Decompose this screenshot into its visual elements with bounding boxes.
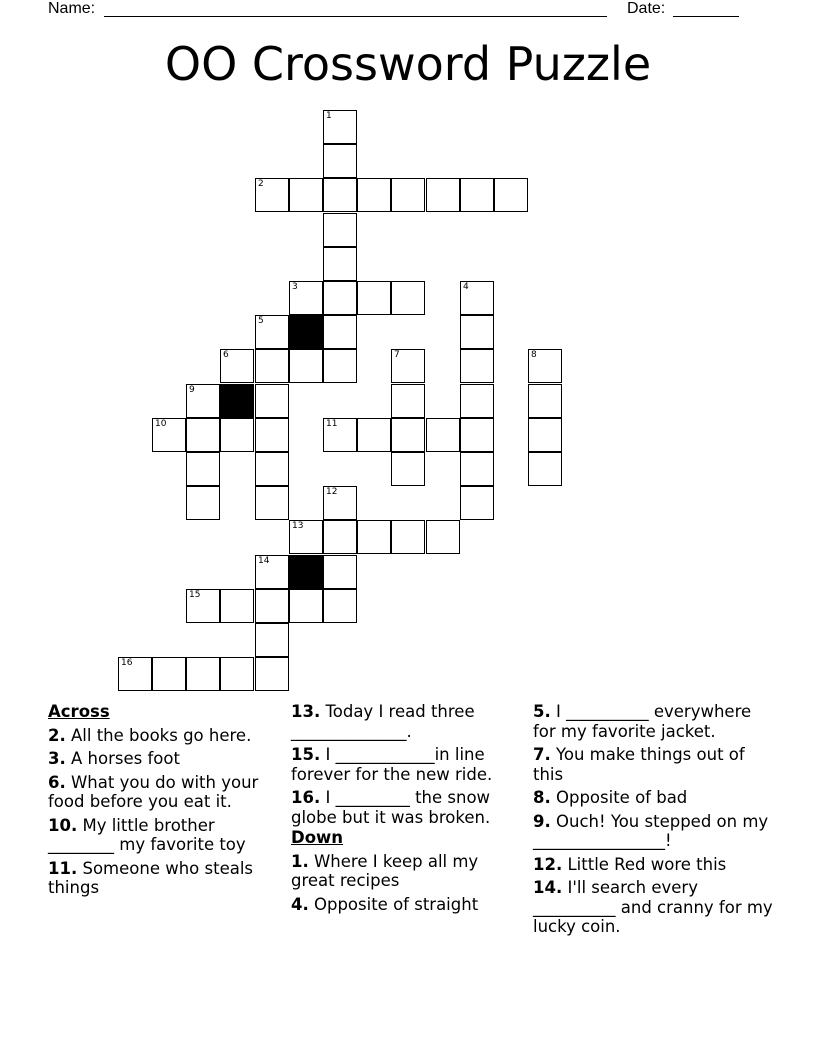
clue bbox=[291, 702, 521, 741]
crossword-cell[interactable] bbox=[118, 657, 152, 691]
crossword-cell[interactable] bbox=[186, 418, 220, 452]
crossword-cell[interactable] bbox=[323, 281, 357, 315]
crossword-cell[interactable] bbox=[255, 315, 289, 349]
name-label: Name: bbox=[48, 0, 96, 17]
clue-text: I __________ everywhere for my favorite jacket. bbox=[533, 702, 752, 741]
crossword-cell[interactable] bbox=[255, 418, 289, 452]
clue-number: 10. bbox=[48, 815, 78, 835]
crossword-cell[interactable] bbox=[220, 418, 254, 452]
page-title: OO Crossword Puzzle bbox=[164, 37, 652, 91]
clue-number: 14. bbox=[533, 878, 563, 897]
crossword-cell[interactable] bbox=[186, 657, 220, 691]
crossword-cell[interactable] bbox=[528, 452, 562, 486]
crossword-cell[interactable] bbox=[357, 520, 391, 554]
crossword-cell[interactable] bbox=[152, 418, 186, 452]
clue-number: 1. bbox=[291, 851, 309, 871]
crossword-cell[interactable] bbox=[255, 657, 289, 691]
clue-number: 3. bbox=[48, 749, 66, 768]
clue-number: 11. bbox=[48, 858, 78, 878]
clue bbox=[291, 788, 521, 827]
crossword-cell[interactable] bbox=[255, 555, 289, 589]
crossword-cell[interactable] bbox=[323, 178, 357, 212]
crossword-cell[interactable] bbox=[323, 555, 357, 589]
clue-number: 9. bbox=[533, 811, 551, 831]
crossword-cell[interactable] bbox=[323, 247, 357, 281]
clue-text: A horses foot bbox=[65, 749, 180, 768]
clue bbox=[533, 878, 773, 937]
clue-text: Ouch! You stepped on my ________________! bbox=[533, 811, 769, 850]
down-clue-list-continued bbox=[533, 702, 773, 937]
crossword-cell[interactable] bbox=[186, 589, 220, 623]
crossword-block-cell bbox=[220, 384, 254, 418]
crossword-cell[interactable] bbox=[323, 349, 357, 383]
clue-text: My little brother ________ my favorite toy bbox=[48, 815, 246, 854]
crossword-cell[interactable] bbox=[460, 315, 494, 349]
cell-number: 16 bbox=[121, 658, 133, 668]
crossword-cell[interactable] bbox=[391, 418, 425, 452]
date-label: Date: bbox=[627, 0, 666, 17]
crossword-block-cell bbox=[289, 555, 323, 589]
clue bbox=[291, 895, 521, 915]
crossword-cell[interactable] bbox=[357, 418, 391, 452]
crossword-cell[interactable] bbox=[426, 178, 460, 212]
crossword-cell[interactable] bbox=[357, 281, 391, 315]
crossword-cell[interactable] bbox=[357, 178, 391, 212]
cell-number: 1 bbox=[326, 111, 332, 121]
clue-text: Where I keep all my great recipes bbox=[291, 851, 479, 890]
crossword-cell[interactable] bbox=[255, 452, 289, 486]
clue-number: 4. bbox=[291, 894, 309, 914]
crossword-cell[interactable] bbox=[289, 589, 323, 623]
crossword-cell[interactable] bbox=[460, 486, 494, 520]
clue bbox=[48, 859, 280, 898]
crossword-cell[interactable] bbox=[289, 349, 323, 383]
crossword-cell[interactable] bbox=[391, 452, 425, 486]
clue-number: 5. bbox=[533, 702, 551, 721]
crossword-cell[interactable] bbox=[186, 452, 220, 486]
clue-number: 16. bbox=[291, 788, 321, 807]
crossword-cell[interactable] bbox=[323, 589, 357, 623]
clue-text: I ____________in line forever for the new ride. bbox=[291, 745, 493, 784]
clue-number: 13. bbox=[291, 702, 321, 721]
crossword-cell[interactable] bbox=[460, 178, 494, 212]
clue bbox=[48, 773, 280, 812]
crossword-cell[interactable] bbox=[460, 418, 494, 452]
crossword-cell[interactable] bbox=[186, 384, 220, 418]
crossword-cell[interactable] bbox=[255, 486, 289, 520]
crossword-cell[interactable] bbox=[186, 486, 220, 520]
clue-number: 15. bbox=[291, 745, 321, 764]
clue bbox=[291, 852, 521, 891]
clues-column-2 bbox=[291, 702, 521, 918]
crossword-cell[interactable] bbox=[323, 520, 357, 554]
crossword-cell[interactable] bbox=[323, 144, 357, 178]
clue-text: You make things out of this bbox=[533, 745, 745, 784]
clue-text: Opposite of bad bbox=[550, 788, 688, 807]
clue bbox=[533, 745, 773, 784]
crossword-cell[interactable] bbox=[323, 418, 357, 452]
crossword-cell[interactable] bbox=[255, 349, 289, 383]
clue-text: Opposite of straight bbox=[308, 894, 479, 914]
clue-number: 6. bbox=[48, 772, 66, 792]
clue-text: Someone who steals things bbox=[48, 858, 254, 897]
crossword-cell[interactable] bbox=[391, 384, 425, 418]
clue-text: What you do with your food before you eat it. bbox=[48, 772, 259, 811]
crossword-cell[interactable] bbox=[391, 520, 425, 554]
across-clue-list bbox=[48, 726, 280, 898]
cell-number: 4 bbox=[463, 282, 469, 292]
cell-number: 2 bbox=[258, 179, 264, 189]
crossword-cell[interactable] bbox=[255, 384, 289, 418]
crossword-cell[interactable] bbox=[289, 520, 323, 554]
clue-text: Today I read three ______________. bbox=[291, 702, 475, 741]
clue-number: 8. bbox=[533, 788, 551, 807]
crossword-cell[interactable] bbox=[220, 349, 254, 383]
clue-number: 7. bbox=[533, 745, 551, 764]
cell-number: 11 bbox=[326, 419, 338, 429]
crossword-cell[interactable] bbox=[323, 315, 357, 349]
crossword-cell[interactable] bbox=[460, 452, 494, 486]
clue-text: All the books go here. bbox=[65, 725, 252, 745]
crossword-cell[interactable] bbox=[391, 349, 425, 383]
cell-number: 10 bbox=[155, 419, 167, 429]
clue-text: Little Red wore this bbox=[562, 854, 727, 874]
crossword-cell[interactable] bbox=[255, 623, 289, 657]
cell-number: 7 bbox=[394, 350, 400, 360]
crossword-cell[interactable] bbox=[289, 178, 323, 212]
clue bbox=[48, 726, 280, 746]
clue-number: 12. bbox=[533, 854, 563, 874]
clue bbox=[533, 812, 773, 851]
crossword-cell[interactable] bbox=[255, 178, 289, 212]
clue-number: 2. bbox=[48, 725, 66, 745]
down-heading: Down bbox=[291, 828, 344, 847]
cell-number: 9 bbox=[189, 385, 195, 395]
clue bbox=[291, 745, 521, 784]
crossword-cell[interactable] bbox=[528, 349, 562, 383]
clue bbox=[48, 749, 280, 769]
crossword-cell[interactable] bbox=[528, 384, 562, 418]
cell-number: 6 bbox=[223, 350, 229, 360]
cell-number: 3 bbox=[292, 282, 298, 292]
crossword-cell[interactable] bbox=[391, 178, 425, 212]
clue bbox=[533, 855, 773, 875]
across-clue-list-continued bbox=[291, 702, 521, 827]
crossword-cell[interactable] bbox=[152, 657, 186, 691]
crossword-cell[interactable] bbox=[494, 178, 528, 212]
crossword-cell[interactable] bbox=[426, 418, 460, 452]
down-clue-list bbox=[291, 852, 521, 915]
crossword-cell[interactable] bbox=[323, 110, 357, 144]
crossword-block-cell bbox=[289, 315, 323, 349]
clue-text: I _________ the snow globe but it was broken. bbox=[291, 788, 491, 827]
clue bbox=[48, 816, 280, 855]
crossword-cell[interactable] bbox=[460, 349, 494, 383]
cell-number: 14 bbox=[258, 556, 270, 566]
clues-column-3 bbox=[533, 702, 773, 941]
crossword-cell[interactable] bbox=[528, 418, 562, 452]
clue bbox=[533, 702, 773, 741]
clues-column-1 bbox=[48, 702, 280, 902]
cell-number: 13 bbox=[292, 521, 304, 531]
cell-number: 5 bbox=[258, 316, 264, 326]
cell-number: 12 bbox=[326, 487, 338, 497]
cell-number: 15 bbox=[189, 590, 201, 600]
crossword-cell[interactable] bbox=[323, 486, 357, 520]
crossword-cell[interactable] bbox=[220, 657, 254, 691]
across-heading: Across bbox=[48, 702, 110, 721]
crossword-cell[interactable] bbox=[220, 589, 254, 623]
clue-text: I'll search every __________ and cranny for my lucky coin. bbox=[533, 878, 773, 936]
clue bbox=[533, 788, 773, 808]
crossword-cell[interactable] bbox=[426, 520, 460, 554]
crossword-cell[interactable] bbox=[460, 281, 494, 315]
crossword-cell[interactable] bbox=[391, 281, 425, 315]
crossword-cell[interactable] bbox=[255, 589, 289, 623]
crossword-cell[interactable] bbox=[323, 213, 357, 247]
cell-number: 8 bbox=[531, 350, 537, 360]
crossword-cell[interactable] bbox=[460, 384, 494, 418]
crossword-cell[interactable] bbox=[289, 281, 323, 315]
